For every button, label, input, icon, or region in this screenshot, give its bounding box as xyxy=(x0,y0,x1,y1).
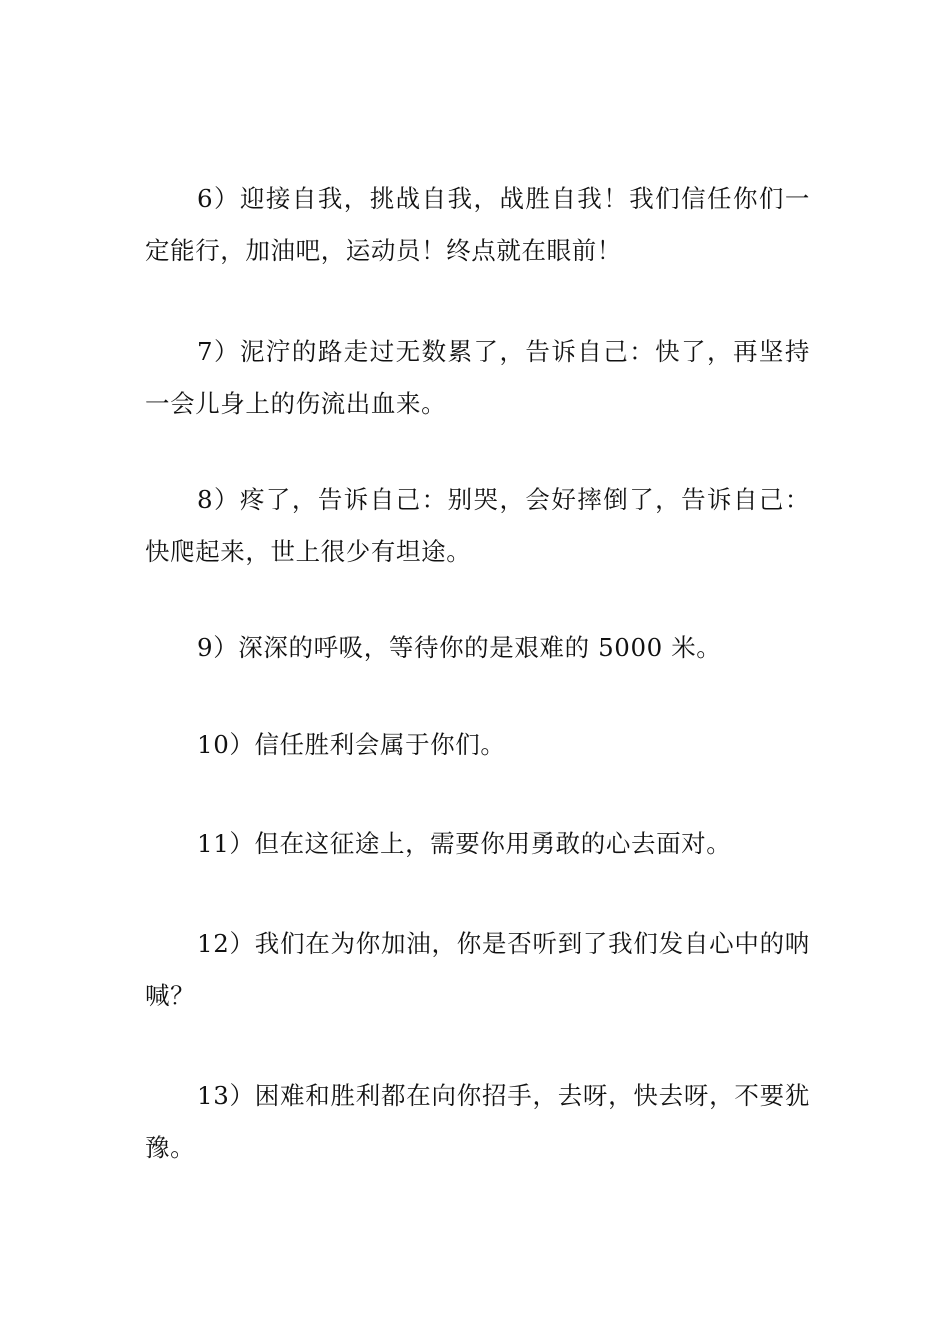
paragraph-7: 7）泥泞的路走过无数累了，告诉自己：快了，再坚持一会儿身上的伤流出血来。 xyxy=(145,337,810,418)
paragraph-12: 12）我们在为你加油，你是否听到了我们发自心中的呐喊？ xyxy=(145,929,810,1010)
paragraph-13: 13）困难和胜利都在向你招手，去呀，快去呀，不要犹豫。 xyxy=(145,1081,810,1162)
paragraph-6: 6）迎接自我，挑战自我，战胜自我！我们信任你们一定能行，加油吧，运动员！终点就在眼前！ xyxy=(145,184,810,265)
paragraph-8: 8）疼了，告诉自己：别哭，会好摔倒了，告诉自己：快爬起来，世上很少有坦途。 xyxy=(145,485,810,566)
paragraph-10: 10）信任胜利会属于你们。 xyxy=(197,730,506,759)
paragraph-11: 11）但在这征途上，需要你用勇敢的心去面对。 xyxy=(197,829,732,858)
paragraph-9: 9）深深的呼吸，等待你的是艰难的 5000 米。 xyxy=(197,633,722,662)
